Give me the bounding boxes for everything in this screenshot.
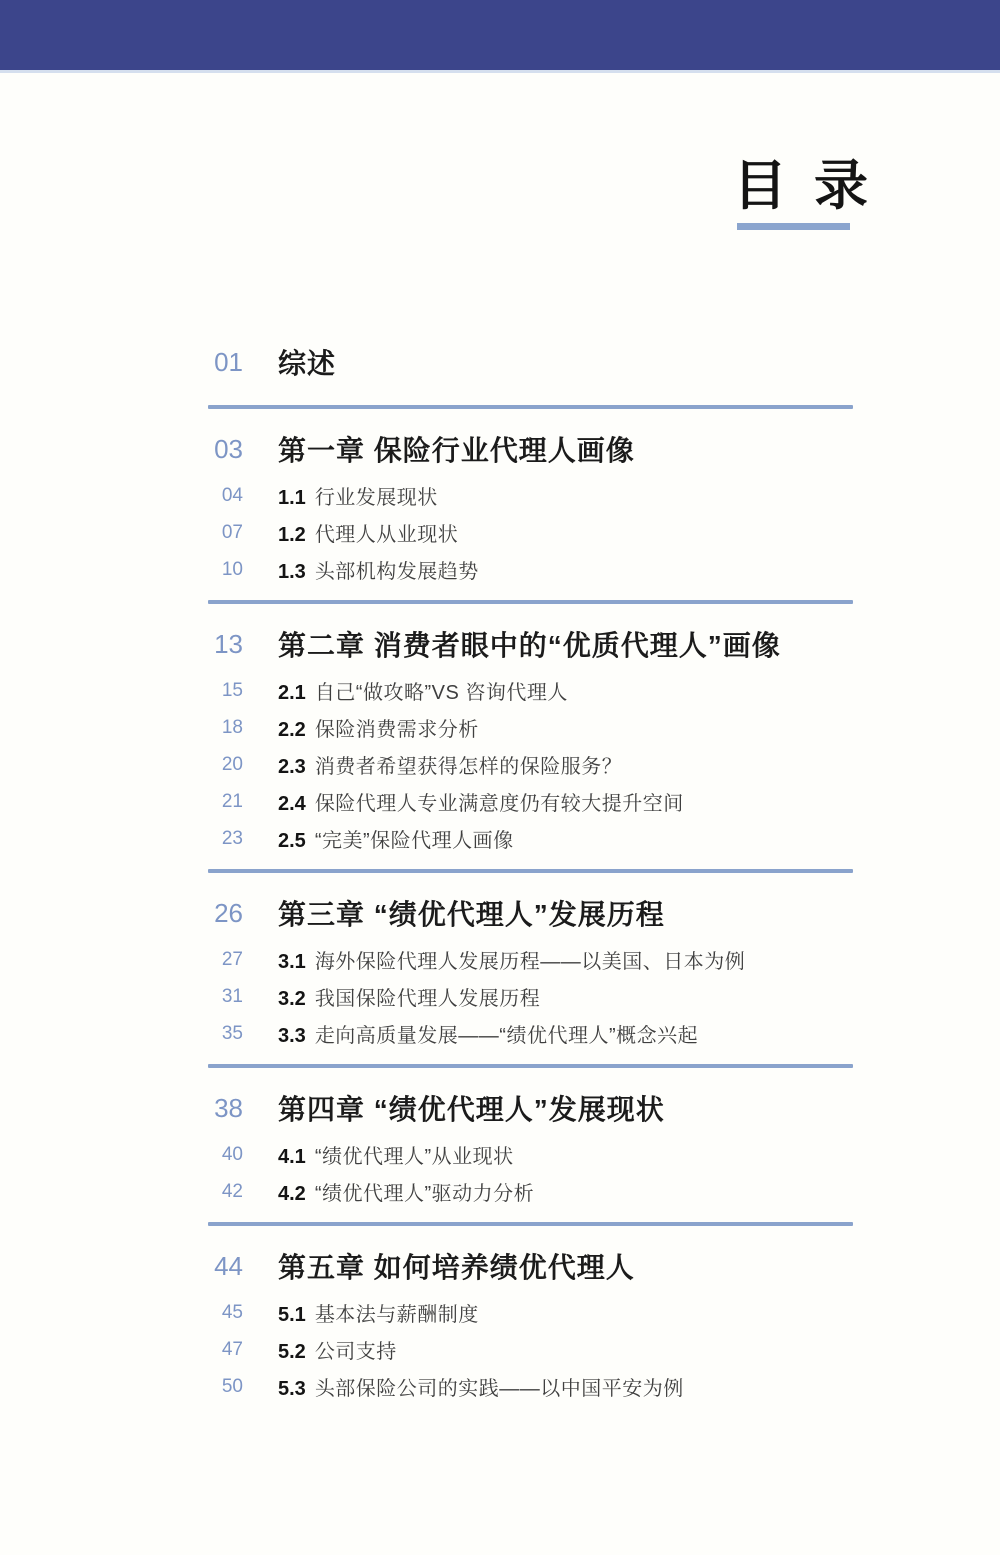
section-divider bbox=[208, 1064, 853, 1068]
chapter-title[interactable]: 第三章 “绩优代理人”发展历程 bbox=[278, 899, 665, 930]
item-number: 5.2 bbox=[278, 1341, 306, 1363]
item-label: 自己“做攻略”VS 咨询代理人 bbox=[314, 682, 568, 704]
item-label: 行业发展现状 bbox=[314, 487, 438, 509]
item-entry[interactable] bbox=[278, 787, 684, 816]
item-label: 我国保险代理人发展历程 bbox=[314, 988, 541, 1010]
item-page-number: 50 bbox=[221, 1375, 243, 1397]
item-page-number: 31 bbox=[221, 985, 243, 1007]
toc-item-row[interactable] bbox=[208, 1015, 853, 1052]
item-number: 5.1 bbox=[278, 1304, 306, 1326]
toc-chapter-row[interactable] bbox=[208, 1248, 853, 1284]
chapter-title[interactable]: 综述 bbox=[278, 348, 337, 379]
item-label: 消费者希望获得怎样的保险服务？ bbox=[314, 756, 623, 778]
toc-section-chapter-1 bbox=[208, 431, 853, 604]
item-label: 头部机构发展趋势 bbox=[314, 561, 479, 583]
section-divider bbox=[208, 405, 853, 409]
item-page-number: 45 bbox=[221, 1301, 243, 1323]
item-number: 5.3 bbox=[278, 1378, 306, 1400]
section-divider bbox=[208, 1222, 853, 1226]
chapter-page-number: 26 bbox=[214, 897, 243, 928]
item-page-number: 07 bbox=[221, 521, 243, 543]
chapter-title[interactable]: 第五章 如何培养绩优代理人 bbox=[278, 1252, 635, 1283]
item-entry[interactable] bbox=[278, 1177, 534, 1206]
chapter-page-number: 38 bbox=[214, 1092, 243, 1123]
toc-item-row[interactable] bbox=[208, 1173, 853, 1210]
page-title: 目 录 bbox=[733, 156, 875, 216]
item-number: 2.2 bbox=[278, 719, 306, 741]
toc-title-block bbox=[733, 156, 875, 230]
chapter-title[interactable]: 第四章 “绩优代理人”发展现状 bbox=[278, 1094, 665, 1125]
item-page-number: 04 bbox=[221, 484, 243, 506]
item-entry[interactable] bbox=[278, 481, 438, 510]
item-page-number: 42 bbox=[221, 1180, 243, 1202]
item-label: “绩优代理人”驱动力分析 bbox=[314, 1183, 535, 1205]
chapter-item-list bbox=[208, 477, 853, 588]
item-number: 1.2 bbox=[278, 524, 306, 546]
chapter-item-list bbox=[208, 1136, 853, 1210]
item-page-number: 15 bbox=[221, 679, 243, 701]
item-label: 代理人从业现状 bbox=[314, 524, 459, 546]
chapter-page-number: 01 bbox=[214, 346, 243, 377]
item-page-number: 20 bbox=[221, 753, 243, 775]
item-label: 保险消费需求分析 bbox=[314, 719, 479, 741]
item-entry[interactable] bbox=[278, 982, 540, 1011]
item-entry[interactable] bbox=[278, 555, 479, 584]
item-number: 4.2 bbox=[278, 1183, 306, 1205]
item-page-number: 35 bbox=[221, 1022, 243, 1044]
chapter-title[interactable]: 第二章 消费者眼中的“优质代理人”画像 bbox=[278, 630, 781, 661]
chapter-item-list bbox=[208, 941, 853, 1052]
item-number: 2.3 bbox=[278, 756, 306, 778]
item-number: 3.3 bbox=[278, 1025, 306, 1047]
item-label: 海外保险代理人发展历程——以美国、日本为例 bbox=[314, 951, 746, 973]
item-label: 走向高质量发展——“绩优代理人”概念兴起 bbox=[314, 1025, 699, 1047]
chapter-item-list bbox=[208, 672, 853, 857]
title-underline bbox=[737, 223, 850, 230]
item-label: 基本法与薪酬制度 bbox=[314, 1304, 479, 1326]
toc-item-row[interactable] bbox=[208, 1136, 853, 1173]
item-page-number: 47 bbox=[221, 1338, 243, 1360]
toc-chapter-row[interactable] bbox=[208, 626, 853, 662]
toc-chapter-row[interactable] bbox=[208, 895, 853, 931]
toc-chapter-row[interactable] bbox=[208, 344, 853, 380]
item-number: 3.1 bbox=[278, 951, 306, 973]
toc-item-row[interactable] bbox=[208, 783, 853, 820]
toc-item-row[interactable] bbox=[208, 672, 853, 709]
item-number: 4.1 bbox=[278, 1146, 306, 1168]
table-of-contents bbox=[208, 330, 853, 1405]
item-entry[interactable] bbox=[278, 676, 568, 705]
toc-chapter-row[interactable] bbox=[208, 1090, 853, 1126]
item-number: 2.5 bbox=[278, 830, 306, 852]
item-number: 1.1 bbox=[278, 487, 306, 509]
item-page-number: 23 bbox=[221, 827, 243, 849]
item-page-number: 27 bbox=[221, 948, 243, 970]
item-label: “绩优代理人”从业现状 bbox=[314, 1146, 514, 1168]
item-page-number: 21 bbox=[221, 790, 243, 812]
chapter-page-number: 44 bbox=[214, 1250, 243, 1281]
toc-item-row[interactable] bbox=[208, 978, 853, 1015]
item-number: 1.3 bbox=[278, 561, 306, 583]
header-bar bbox=[0, 0, 1000, 73]
item-number: 2.1 bbox=[278, 682, 306, 704]
toc-item-row[interactable] bbox=[208, 820, 853, 857]
item-entry[interactable] bbox=[278, 945, 745, 974]
toc-item-row[interactable] bbox=[208, 746, 853, 783]
toc-item-row[interactable] bbox=[208, 477, 853, 514]
chapter-page-number: 03 bbox=[214, 433, 243, 464]
toc-section-chapter-2 bbox=[208, 626, 853, 873]
toc-chapter-row[interactable] bbox=[208, 431, 853, 467]
toc-section-chapter-4 bbox=[208, 1090, 853, 1226]
item-label: 公司支持 bbox=[314, 1341, 397, 1363]
toc-item-row[interactable] bbox=[208, 551, 853, 588]
item-page-number: 18 bbox=[221, 716, 243, 738]
chapter-page-number: 13 bbox=[214, 628, 243, 659]
toc-item-row[interactable] bbox=[208, 941, 853, 978]
item-entry[interactable] bbox=[278, 1372, 684, 1401]
item-page-number: 10 bbox=[221, 558, 243, 580]
chapter-title[interactable]: 第一章 保险行业代理人画像 bbox=[278, 435, 635, 466]
item-label: 保险代理人专业满意度仍有较大提升空间 bbox=[314, 793, 684, 815]
item-label: 头部保险公司的实践——以中国平安为例 bbox=[314, 1378, 684, 1400]
item-entry[interactable] bbox=[278, 1019, 698, 1048]
item-entry[interactable] bbox=[278, 750, 622, 779]
item-entry[interactable] bbox=[278, 713, 479, 742]
section-divider bbox=[208, 600, 853, 604]
toc-item-row[interactable] bbox=[208, 1331, 853, 1368]
item-entry[interactable] bbox=[278, 518, 458, 547]
item-entry[interactable] bbox=[278, 1298, 479, 1327]
item-entry[interactable] bbox=[278, 824, 514, 853]
item-page-number: 40 bbox=[221, 1143, 243, 1165]
toc-item-row[interactable] bbox=[208, 514, 853, 551]
item-number: 2.4 bbox=[278, 793, 306, 815]
chapter-item-list bbox=[208, 1294, 853, 1405]
toc-section-chapter-3 bbox=[208, 895, 853, 1068]
toc-section-chapter-5 bbox=[208, 1248, 853, 1405]
item-entry[interactable] bbox=[278, 1335, 397, 1364]
toc-item-row[interactable] bbox=[208, 1294, 853, 1331]
item-number: 3.2 bbox=[278, 988, 306, 1010]
section-divider bbox=[208, 869, 853, 873]
toc-item-row[interactable] bbox=[208, 709, 853, 746]
toc-item-row[interactable] bbox=[208, 1368, 853, 1405]
toc-section-overview bbox=[208, 344, 853, 409]
item-entry[interactable] bbox=[278, 1140, 514, 1169]
item-label: “完美”保险代理人画像 bbox=[314, 830, 514, 852]
